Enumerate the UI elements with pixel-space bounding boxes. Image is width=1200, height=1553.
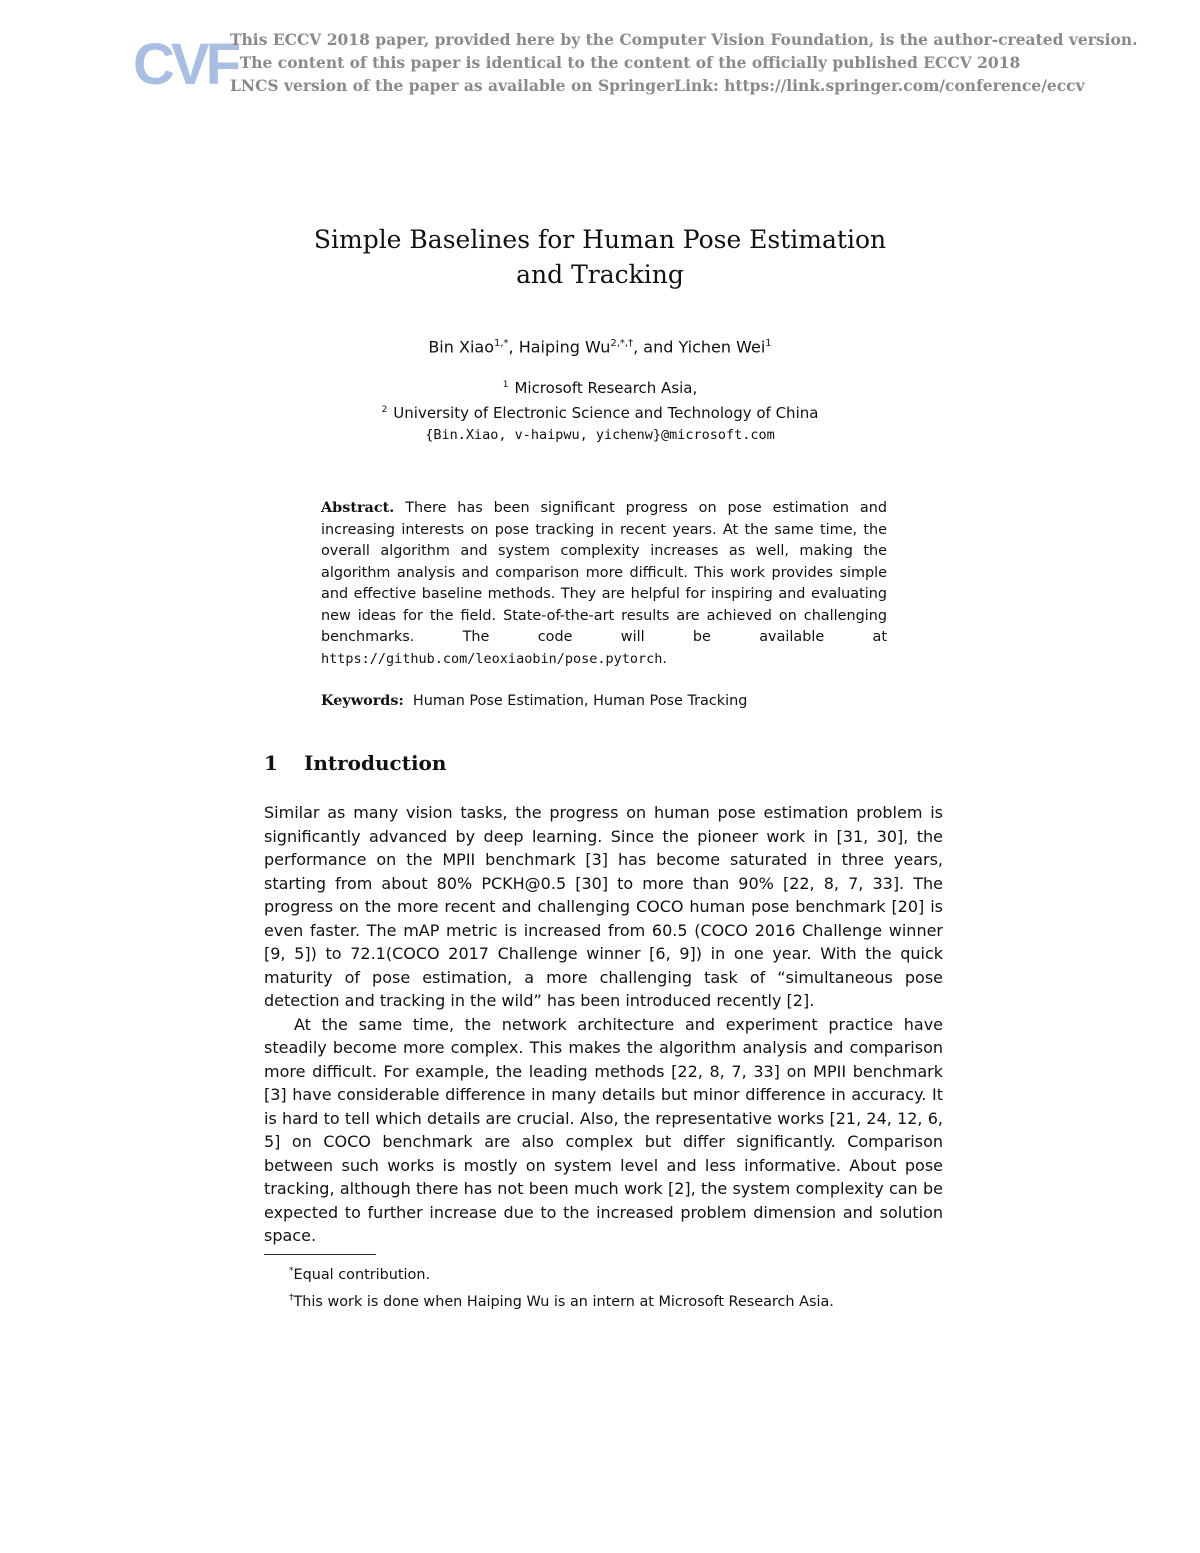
affiliation-2 [150, 399, 1050, 424]
footnotes [289, 1260, 949, 1314]
paper-title [150, 222, 1050, 292]
cvf-logo [133, 28, 237, 97]
section-title: Introduction [304, 751, 447, 775]
author-name: Haiping Wu [518, 337, 611, 357]
affiliation-text: Microsoft Research Asia, [514, 379, 698, 397]
abstract [321, 497, 887, 670]
keywords-label: Keywords: [321, 692, 404, 709]
keywords-text: Human Pose Estimation, Human Pose Tracking [412, 693, 748, 709]
affiliation-text: University of Electronic Science and Technology of China [393, 404, 819, 422]
author-name: Bin Xiao [428, 337, 494, 357]
author-name: Yichen Wei [678, 337, 766, 357]
watermark-line-2: The content of this paper is identical to the content of the officially published ECCV 2018 [239, 53, 1021, 72]
footnote [289, 1260, 949, 1287]
section-heading [264, 751, 944, 775]
author-sup: 1 [765, 338, 772, 349]
paragraph: At the same time, the network architecture and experiment practice have steadily become more complex. This makes the algorithm analysis and comparison more difficult. For example, the leading methods [22, 8, 7, 33] on MPII benchmark [3] have considerable difference in many details but minor difference in accuracy. It is hard to tell which details are crucial. Also, the representative works [21, 24, 12, 6, 5] on COCO benchmark are also complex but differ significantly. Comparison between such works is mostly on system level and less informative. About pose tracking, although there has not been much work [2], the system complexity can be expected to further increase due to the increased problem dimension and solution space. [264, 1014, 943, 1245]
section-number: 1 [264, 751, 278, 775]
author-sup: 2,*,† [610, 338, 634, 349]
footnote-rule [264, 1254, 376, 1255]
footnote-mark: * [289, 1266, 294, 1276]
abstract-text: There has been significant progress on pose estimation and increasing interests on pose tracking in recent years. At the same time, the overall algorithm and system complexity increases as well, making the algorithm analysis and comparison more difficult. This work provides simple and effective baseline methods. They are helpful for inspiring and evaluating new ideas for the field. State-of-the-art results are achieved on challenging benchmarks. The code will be available at [321, 500, 888, 645]
body-text [264, 801, 943, 1248]
author-separator: , [508, 337, 519, 357]
paragraph: Similar as many vision tasks, the progress on human pose estimation problem is significantly advanced by deep learning. Since the pioneer work in [31, 30], the performance on the MPII benchmark [3] has become saturated in three years, starting from about 80% PCKH@0.5 [30] to more than 90% [22, 8, 7, 33]. The progress on the more recent and challenging COCO human pose benchmark [20] is even faster. The mAP metric is increased from 60.5 (COCO 2016 Challenge winner [9, 5]) to 72.1(COCO 2017 Challenge winner [6, 9]) in one year. With the quick maturity of pose estimation, a more challenging task of “simultaneous pose detection and tracking in the wild” has been introduced recently [2]. [264, 803, 943, 1010]
affiliations [150, 374, 1050, 446]
watermark-line-1: This ECCV 2018 paper, provided here by the Computer Vision Foundation, is the author-created version. [230, 30, 1138, 49]
keywords [321, 690, 887, 712]
email-address: {Bin.Xiao, v-haipwu, yichenw}@microsoft.com [425, 427, 775, 443]
footnote-mark: † [289, 1292, 294, 1303]
title-line-2: and Tracking [516, 260, 684, 289]
footnote-text: Equal contribution. [293, 1266, 431, 1283]
footnote-text: This work is done when Haiping Wu is an intern at Microsoft Research Asia. [293, 1293, 834, 1310]
footnote [289, 1287, 949, 1314]
abstract-end: . [662, 650, 667, 667]
author-sup: 1,* [493, 338, 509, 349]
cvf-logo-text: CVF [133, 32, 237, 97]
affiliation-sup: 1 [502, 380, 509, 390]
watermark-line-3: LNCS version of the paper as available on SpringerLink: https://link.springer.com/conference/eccv [230, 76, 1085, 95]
cvf-logo-graphic [133, 28, 237, 97]
author-separator: , and [633, 337, 679, 357]
affiliation-sup: 2 [381, 405, 388, 415]
code-url-link[interactable]: https://github.com/leoxiaobin/pose.pytorch [321, 650, 663, 667]
title-line-1: Simple Baselines for Human Pose Estimation [313, 225, 887, 254]
abstract-label: Abstract. [321, 499, 395, 516]
cvf-watermark [230, 28, 1138, 97]
author-list [150, 332, 1050, 359]
affiliation-1 [150, 374, 1050, 399]
